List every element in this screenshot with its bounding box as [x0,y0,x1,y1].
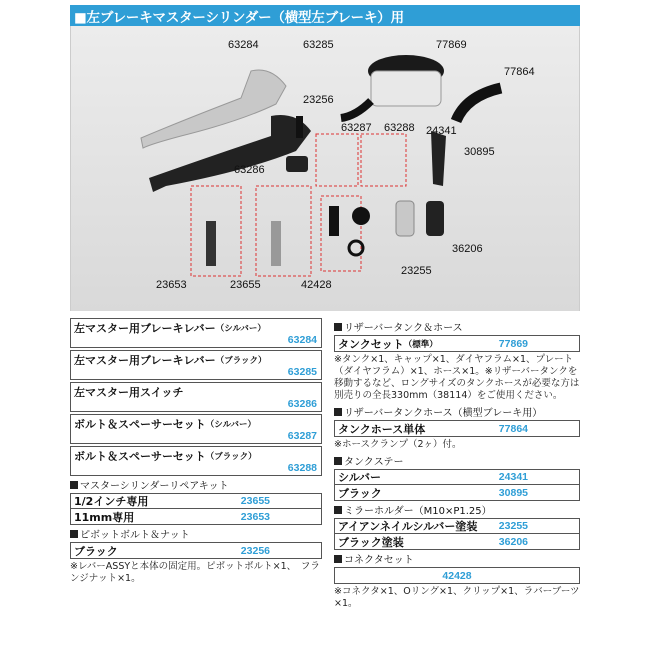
row-label: ブラック [338,486,382,500]
row-label: シルバー [338,471,381,484]
table-row [335,568,579,583]
section-title: ミラーホルダー（M10×P1.25） [344,506,492,517]
photo-label-24341: 24341 [426,125,457,137]
row-code: 77864 [498,422,528,435]
bolt-set-silver-outline [316,134,358,186]
reservoir-table [334,335,580,352]
product-code: 63287 [287,430,317,442]
section-title: タンクステー [344,457,404,468]
table-row [335,519,579,534]
section-title: コネクタセット [344,555,414,566]
tank-stay-shape [431,131,446,186]
table-row [335,485,579,500]
product-name: 左マスター用スイッチ [74,385,184,399]
mirror-holder-black-shape [426,201,444,236]
photo-label-23255: 23255 [401,265,432,277]
repair-kit-table [70,493,322,525]
bullet-square-icon [334,323,342,331]
photo-label-63288: 63288 [384,122,415,134]
row-label: ブラック [74,544,118,558]
row-code: 42428 [442,569,472,582]
row-code: 23256 [240,544,270,557]
photo-label-23653: 23653 [156,279,187,291]
header-bar [70,5,580,26]
photo-label-23256: 23256 [303,94,334,106]
table-row [335,336,579,351]
section-pivot [70,527,322,540]
photo-label-23655: 23655 [230,279,261,291]
connector-table [334,567,580,584]
product-name: ボルト＆スペーサーセット [74,417,206,431]
photo-label-63285: 63285 [303,39,334,51]
section-title: リザーバータンクホース（横型ブレーキ用） [344,408,543,419]
row-code: 24341 [498,471,528,483]
tank-hose-note: ※ホースクランプ（2ヶ）付。 [334,439,462,450]
row-code: 23255 [498,520,528,532]
table-row [335,470,579,485]
silver-lever-shape [141,70,286,148]
reservoir-note: ※タンク×1、キャップ×1、ダイヤフラム×1、プレート（ダイヤフラム）×1、ホース×1。※リザーバータンクを移動するなど、ロングサイズのタンクホースが必要な方は別売りの全長330mm（38114）をご使用ください。 [334,354,580,401]
table-row [71,494,321,509]
table-row [71,543,321,558]
section-connector [334,552,580,565]
table-row [71,509,321,524]
product-name: 左マスター用ブレーキレバー [74,321,216,335]
bullet-square-icon [70,481,78,489]
left-column [70,318,322,588]
product-variant: （シルバー） [215,324,266,334]
row-label: ブラック塗装 [338,535,404,549]
tank-hose-table [334,420,580,437]
parts-photo [70,26,580,311]
tank-stay-table [334,469,580,501]
product-box-63284 [70,318,322,348]
product-code: 63285 [287,366,317,378]
row-code: 30895 [498,486,528,499]
product-code: 63288 [287,462,317,474]
row-code: 23653 [240,510,270,523]
o-ring-shape [352,207,370,225]
section-title: ピボットボルト＆ナット [80,530,190,541]
reservoir-hose-shape [341,101,371,118]
row-label: 11mm専用 [74,510,135,524]
piston-shape [206,221,216,266]
photo-label-77864: 77864 [504,66,535,78]
pivot-table [70,542,322,559]
product-box-63285 [70,350,322,380]
page-title: ■左ブレーキマスターシリンダー（横型左ブレーキ）用 [74,10,404,26]
photo-label-36206: 36206 [452,243,483,255]
section-tank-hose [334,405,580,418]
mirror-holder-silver-shape [396,201,414,236]
row-label: タンクセット [338,337,404,351]
section-title: リザーバータンク＆ホース [344,323,463,334]
section-title: マスターシリンダーリペアキット [80,481,229,492]
product-variant: （シルバー） [205,420,256,430]
photo-label-77869: 77869 [436,39,467,51]
bullet-square-icon [334,457,342,465]
product-code: 63286 [287,398,317,410]
row-code: 36206 [498,535,528,548]
connector-note: ※コネクタ×1、Oリング×1、クリップ×1、ラバーブーツ×1。 [334,586,580,609]
product-box-63286 [70,382,322,412]
row-label: タンクホース単体 [338,422,426,436]
pivot-note: ※レバーASSYと本体の固定用。ピボットボルト×1、 フランジナット×1。 [70,561,320,584]
product-variant: （ブラック） [215,356,267,366]
reservoir-body-shape [371,71,441,106]
piston-silver-shape [271,221,281,266]
switch-shape [286,156,308,172]
bullet-square-icon [70,530,78,538]
photo-label-63284: 63284 [228,39,259,51]
row-variant: （標準） [403,340,438,350]
row-label: アイアンネイルシルバー塗装 [338,520,478,533]
connector-shape [329,206,339,236]
bullet-square-icon [334,408,342,416]
product-name: ボルト＆スペーサーセット [74,449,206,463]
product-name: 左マスター用ブレーキレバー [74,353,216,367]
row-label: 1/2インチ専用 [74,495,149,508]
photo-label-42428: 42428 [301,279,332,291]
bullet-square-icon [334,506,342,514]
table-row [335,421,579,436]
table-row [335,534,579,549]
product-variant: （ブラック） [205,452,257,462]
bolt-set-black-outline [361,134,406,186]
right-column [334,318,580,613]
connector-outline [321,196,361,271]
product-box-63288 [70,446,322,476]
section-repair-kit [70,478,322,491]
tank-hose-shape [456,88,501,121]
photo-label-63287: 63287 [341,122,372,134]
product-code: 63284 [287,334,317,346]
bullet-square-icon [334,555,342,563]
section-mirror-holder [334,503,580,516]
section-reservoir [334,320,580,333]
section-tank-stay [334,454,580,467]
row-code: 77869 [498,337,528,350]
product-box-63287 [70,414,322,444]
photo-label-30895: 30895 [464,146,495,158]
mirror-holder-table [334,518,580,550]
row-code: 23655 [240,495,270,507]
photo-label-63286: 63286 [234,164,265,176]
repair-kit-11mm-outline [256,186,311,276]
pivot-bolt-shape [296,116,303,138]
